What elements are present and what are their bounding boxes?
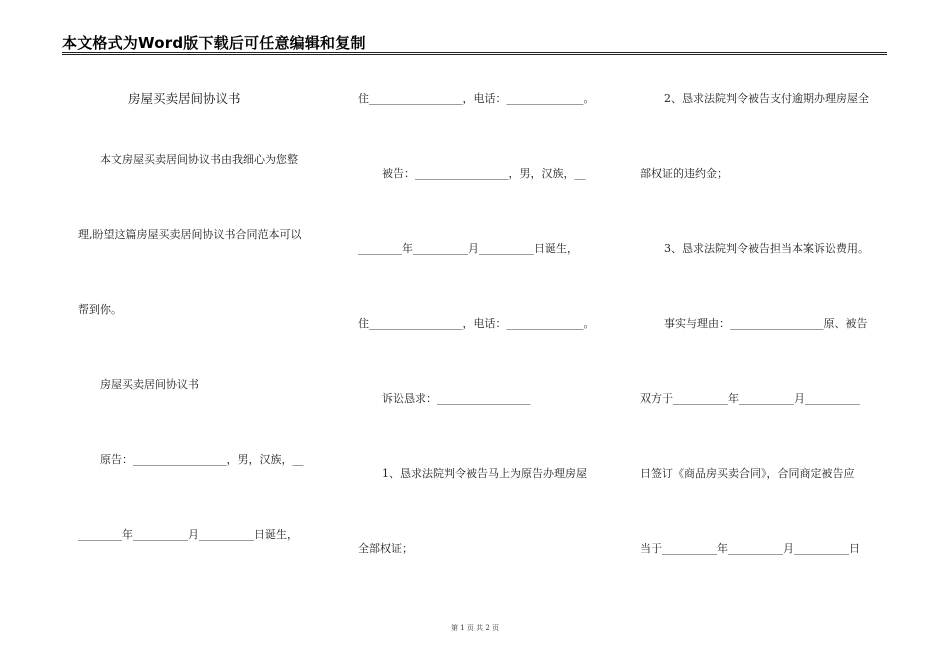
paragraph-line: 本文房屋买卖居间协议书由我细心为您整 — [100, 153, 298, 166]
defendant-line: 被告：_________________，男，汉族，__ — [382, 167, 586, 180]
claim-item: 1、恳求法院判令被告马上为原告办理房屋 — [382, 467, 587, 480]
page-number: 第 1 页 共 2 页 — [450, 624, 500, 632]
birthdate-line: ________年__________月__________日诞生， — [78, 528, 298, 541]
document-title: 房屋买卖居间协议书 — [128, 91, 241, 106]
facts-line: 日签订《商品房买卖合同》，合同商定被告应 — [640, 467, 855, 480]
plaintiff-line: 原告：_________________，男，汉族，__ — [100, 453, 304, 466]
claim-item: 3、恳求法院判令被告担当本案诉讼费用。 — [664, 242, 869, 255]
facts-line: 当于__________年__________月__________日 — [640, 542, 860, 555]
claim-item-continued: 部权证的违约金； — [640, 167, 728, 180]
claim-item: 2、恳求法院判令被告支付逾期办理房屋全 — [664, 92, 869, 105]
header-divider — [62, 52, 887, 55]
claim-item-continued: 全部权证； — [358, 542, 413, 555]
paragraph-line: 理,盼望这篇房屋买卖居间协议书合同范本可以 — [78, 228, 302, 241]
facts-line: 双方于__________年__________月__________ — [640, 392, 860, 405]
document-header-title: 本文格式为Word版下载后可任意编辑和复制 — [62, 34, 366, 52]
facts-heading: 事实与理由：_________________原、被告 — [664, 317, 868, 330]
paragraph-line: 帮到你。 — [78, 303, 122, 316]
birthdate-line: ________年__________月__________日诞生， — [358, 242, 578, 255]
address-phone-line: 住_________________，电话：______________。 — [358, 317, 595, 330]
section-heading: 房屋买卖居间协议书 — [100, 378, 199, 391]
claims-heading: 诉讼恳求：_________________ — [382, 392, 531, 405]
address-phone-line: 住_________________，电话：______________。 — [358, 92, 595, 105]
